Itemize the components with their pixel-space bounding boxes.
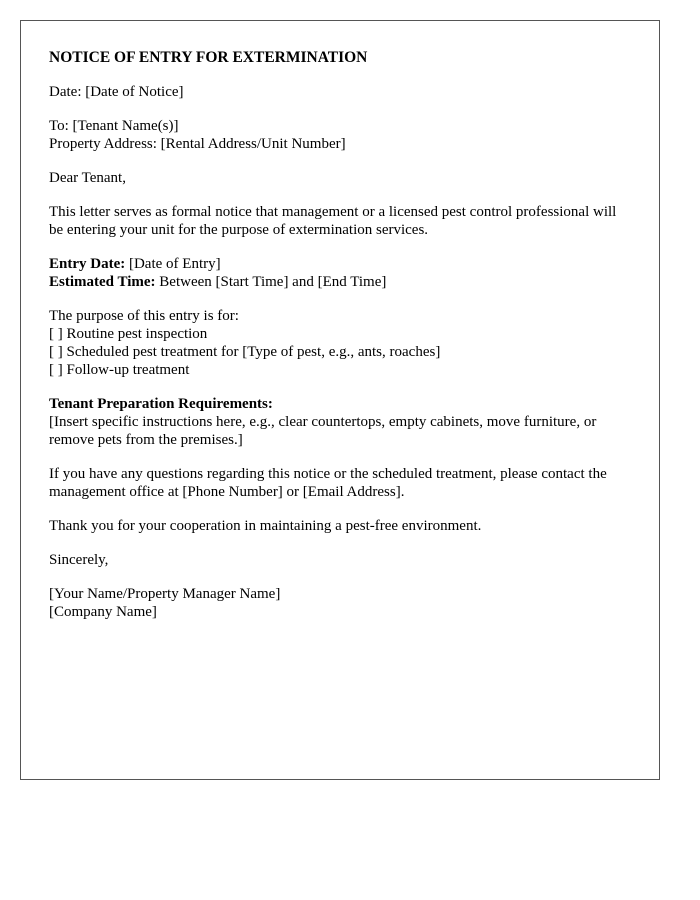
intro-paragraph: This letter serves as formal notice that management or a licensed pest control professional will be entering your unit for the purpose of extermination services.: [49, 204, 617, 238]
letter-page: [20, 20, 660, 780]
purpose-heading: The purpose of this entry is for:: [49, 308, 239, 324]
questions-paragraph: If you have any questions regarding this notice or the scheduled treatment, please contact the management office at [Phone Number] or [Email Address].: [49, 466, 607, 500]
estimated-time-line: [49, 273, 631, 291]
entry-date-value: [Date of Entry]: [125, 256, 221, 272]
property-address-line: Property Address: [Rental Address/Unit Number]: [49, 136, 346, 152]
date-line: Date: [Date of Notice]: [49, 84, 184, 100]
salutation: Dear Tenant,: [49, 170, 126, 186]
letter-title: NOTICE OF ENTRY FOR EXTERMINATION: [49, 49, 368, 66]
preparation-text: [Insert specific instructions here, e.g., clear countertops, empty cabinets, move furniture, or remove pets from the premises.]: [49, 414, 597, 448]
entry-details: [49, 255, 631, 291]
estimated-time-value: Between [Start Time] and [End Time]: [155, 274, 387, 290]
purpose-option: [ ] Scheduled pest treatment for [Type of pest, e.g., ants, roaches]: [49, 344, 441, 360]
preparation-section: [49, 395, 631, 449]
purpose-section: [49, 307, 631, 379]
signature-name: [Your Name/Property Manager Name]: [49, 586, 281, 602]
signature-company: [Company Name]: [49, 604, 157, 620]
closing: Sincerely,: [49, 552, 109, 568]
purpose-option: [ ] Routine pest inspection: [49, 326, 208, 342]
estimated-time-label: Estimated Time:: [49, 274, 156, 290]
thanks-paragraph: Thank you for your cooperation in maintaining a pest-free environment.: [49, 518, 482, 534]
signature-block: [49, 585, 631, 621]
entry-date-label: Entry Date:: [49, 256, 126, 272]
entry-date-line: [49, 255, 631, 273]
recipient-block: [49, 117, 631, 153]
purpose-option: [ ] Follow-up treatment: [49, 362, 190, 378]
recipient-line: To: [Tenant Name(s)]: [49, 118, 179, 134]
preparation-heading: Tenant Preparation Requirements:: [49, 396, 273, 412]
